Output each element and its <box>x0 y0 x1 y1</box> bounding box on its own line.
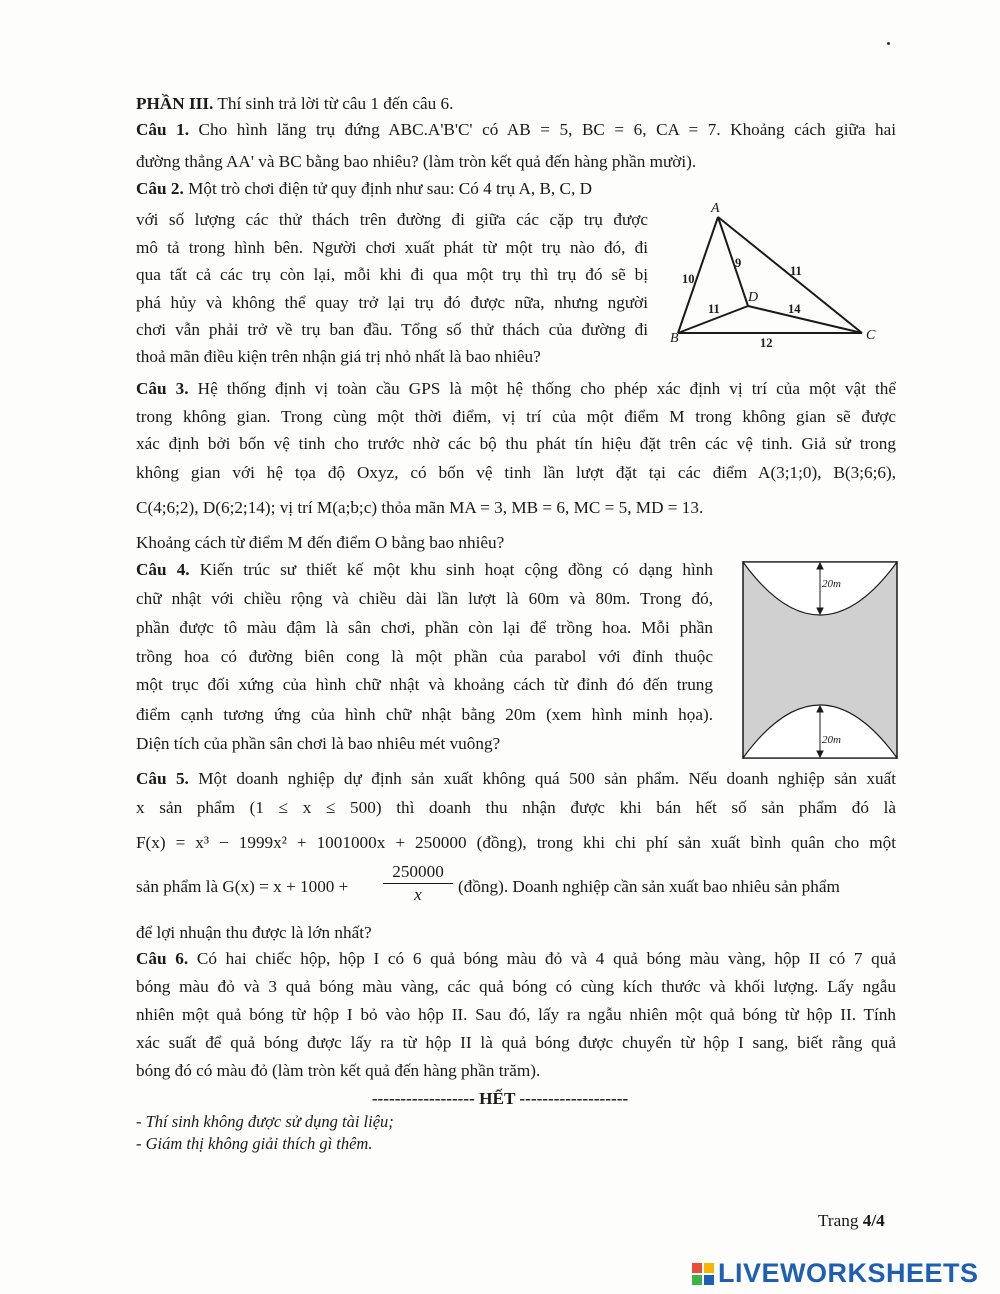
q6-line4: xác suất để quả bóng được lấy ra từ hộp II là quả bóng được chuyển từ hộp I sang, biết rằng quả <box>136 1033 896 1052</box>
note-2: - Giám thị không giải thích gì thêm. <box>136 1134 373 1153</box>
note-1: - Thí sinh không được sử dụng tài liệu; <box>136 1112 394 1131</box>
q4-line7: Diện tích của phần sân chơi là bao nhiêu mét vuông? <box>136 734 501 753</box>
q3-line4: không gian với hệ tọa độ Oxyz, có bốn vệ tinh lần lượt đặt tại các điểm A(3;1;0), B(3;6;6), <box>136 463 896 482</box>
fraction-denominator: x <box>383 883 453 906</box>
q5-line4-pre: sản phẩm là G(x) = x + 1000 + <box>136 877 349 896</box>
weight-AD: 9 <box>735 256 742 270</box>
q4-line1 <box>136 557 713 584</box>
q3-line2: trong không gian. Trong cùng một thời điểm, vị trí của một điểm M trong không gian sẽ được <box>136 407 896 426</box>
section-instruction: Thí sinh trả lời từ câu 1 đến câu 6. <box>217 94 454 113</box>
q2-graph-figure <box>660 195 890 355</box>
q6-line5: bóng đó có màu đỏ (làm tròn kết quả đến hàng phần trăm). <box>136 1061 541 1080</box>
q4-line4: trồng hoa có đường biên cong là một phần của parabol với đỉnh thuộc <box>136 647 713 666</box>
q6-line1 <box>136 946 896 973</box>
fraction-numerator: 250000 <box>392 862 444 881</box>
q1-label: Câu 1. <box>136 120 189 139</box>
logo-mark-icon <box>692 1263 714 1285</box>
weight-AC: 11 <box>790 264 802 278</box>
q6-label: Câu 6. <box>136 949 189 968</box>
q2-text-1: Một trò chơi điện tử quy định như sau: Có 4 trụ A, B, C, D <box>188 179 592 198</box>
q2-line4: qua tất cả các trụ còn lại, mỗi khi đi qua một trụ thì trụ đó sẽ bị <box>136 265 648 284</box>
q5-line4-post: (đồng). Doanh nghiệp cần sản xuất bao nhiêu sản phẩm <box>458 877 840 896</box>
vertex-D-label: D <box>748 290 759 305</box>
q5-text-1: Một doanh nghiệp dự định sản xuất không quá 500 sản phẩm. Nếu doanh nghiệp sản xuất <box>198 769 896 788</box>
weight-AB: 10 <box>682 272 695 286</box>
q6-text-1: Có hai chiếc hộp, hộp I có 6 quả bóng màu đỏ và 4 quả bóng màu vàng, hộp II có 7 quả <box>196 949 896 968</box>
q6-line3: nhiên một quả bóng từ hộp I bỏ vào hộp II. Sau đó, lấy ra ngẫu nhiên một quả bóng từ hộp II. Tính <box>136 1005 896 1024</box>
section-title: PHẦN III. <box>136 94 214 113</box>
top-distance-label: 20m <box>822 578 841 590</box>
q1-text-1: Cho hình lăng trụ đứng ABC.A'B'C' có AB = 5, BC = 6, CA = 7. Khoảng cách giữa hai <box>198 120 896 139</box>
q4-label: Câu 4. <box>136 560 190 579</box>
q5-line2: x sản phẩm (1 ≤ x ≤ 500) thì doanh thu nhận được khi bán hết số sản phẩm đó là <box>136 798 896 817</box>
vertex-A-label: A <box>711 201 720 216</box>
q2-line6: chơi vẫn phải trở về trụ ban đầu. Tổng số thử thách của đường đi <box>136 320 648 339</box>
q4-line6: điểm cạnh tương ứng của hình chữ nhật bằng 20m (xem hình minh họa). <box>136 705 713 724</box>
q3-line1 <box>136 376 896 403</box>
q1-line1 <box>136 117 896 144</box>
q2-line2: với số lượng các thử thách trên đường đi giữa các cặp trụ được <box>136 210 648 229</box>
page-label: Trang <box>818 1211 859 1230</box>
q2-line7: thoả mãn điều kiện trên nhận giá trị nhỏ nhất là bao nhiêu? <box>136 347 541 366</box>
q6-line2: bóng màu đỏ và 3 quả bóng màu vàng, các quả bóng có cùng kích thước và khối lượng. Lấy ngẫu <box>136 977 896 996</box>
q2-line1 <box>136 176 592 203</box>
weight-DC: 14 <box>788 302 801 316</box>
q5-line4 <box>136 874 348 901</box>
weight-BC: 12 <box>760 336 773 350</box>
q2-label: Câu 2. <box>136 179 184 198</box>
section-header <box>136 91 453 118</box>
q3-line3: xác định bởi bốn vệ tinh cho trước nhờ các bộ thu phát tín hiệu đặt trên các vệ tinh. Giả sử trong <box>136 434 896 453</box>
vertex-B-label: B <box>670 331 679 346</box>
bottom-distance-label: 20m <box>822 734 841 746</box>
q2-line3: mô tả trong hình bên. Người chơi xuất phát từ một trụ nào đó, đi <box>136 238 648 257</box>
q5-line5: để lợi nhuận thu được là lớn nhất? <box>136 923 372 942</box>
q5-line1 <box>136 766 896 793</box>
q3-label: Câu 3. <box>136 379 189 398</box>
q3-line5: C(4;6;2), D(6;2;14); vị trí M(a;b;c) thỏa mãn MA = 3, MB = 6, MC = 5, MD = 13. <box>136 498 704 517</box>
end-marker: ------------------ HẾT ------------------- <box>371 1089 629 1108</box>
page-number-value: 4/4 <box>862 1211 885 1230</box>
scan-speck <box>887 42 890 45</box>
weight-BD: 11 <box>708 302 720 316</box>
vertex-C-label: C <box>866 328 876 343</box>
q4-text-1: Kiến trúc sư thiết kế một khu sinh hoạt cộng đồng có dạng hình <box>199 560 713 579</box>
q4-line3: phần được tô màu đậm là sân chơi, phần còn lại để trồng hoa. Mỗi phần <box>136 618 713 637</box>
q4-line5: một trục đối xứng của hình chữ nhật và khoảng cách từ đỉnh đó đến trung <box>136 675 713 694</box>
page-number <box>818 1208 885 1235</box>
q3-text-1: Hệ thống định vị toàn cầu GPS là một hệ thống cho phép xác định vị trí của một vật thể <box>197 379 896 398</box>
logo-text: LIVEWORKSHEETS <box>718 1258 979 1288</box>
q4-line2: chữ nhật với chiều rộng và chiều dài lần lượt là 60m và 80m. Trong đó, <box>136 589 713 608</box>
q2-line5: phá hủy và không thể quay trở lại trụ đó được nữa, nhưng người <box>136 293 648 312</box>
liveworksheets-logo <box>692 1258 979 1289</box>
q3-line6: Khoảng cách từ điểm M đến điểm O bằng bao nhiêu? <box>136 533 505 552</box>
q5-label: Câu 5. <box>136 769 189 788</box>
q1-line2: đường thẳng AA' và BC bằng bao nhiêu? (làm tròn kết quả đến hàng phần mười). <box>136 152 697 171</box>
q5-line3: F(x) = x³ − 1999x² + 1001000x + 250000 (đồng), trong khi chi phí sản xuất bình quân cho một <box>136 833 896 852</box>
q5-fraction <box>383 861 453 906</box>
q4-park-figure <box>742 561 898 759</box>
